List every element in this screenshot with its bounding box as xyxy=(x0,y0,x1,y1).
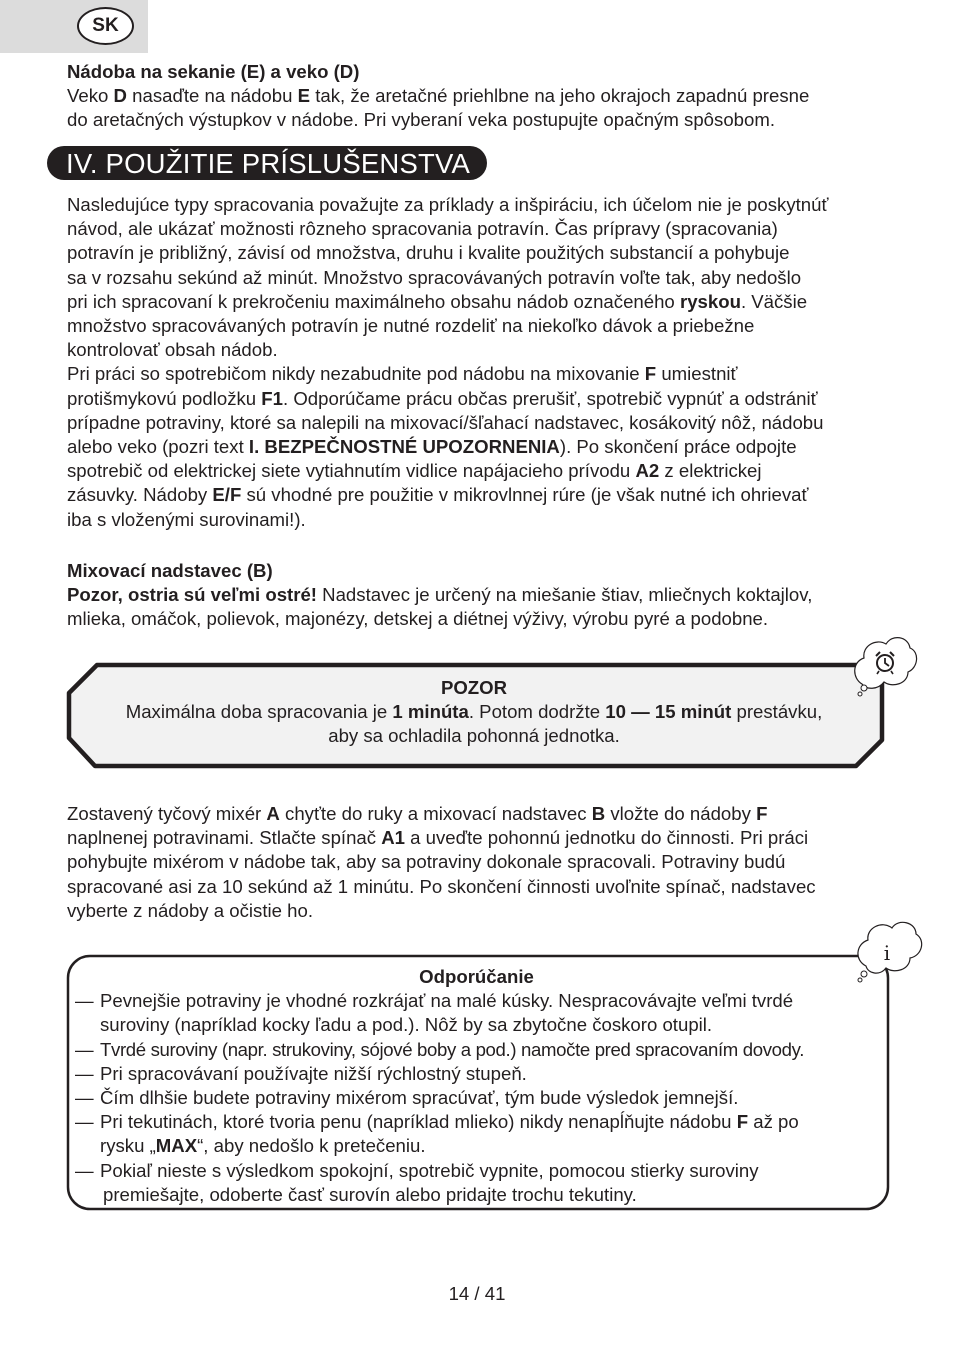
usage-line: pohybujte mixérom v nádobe tak, aby sa potraviny dokonale spracovali. Potraviny budú xyxy=(67,851,786,873)
body-line: spotrebič od elektrickej siete vytiahnutím vidlice napájacieho prívodu A2 z elektrickej xyxy=(67,460,762,482)
body-line: protišmykovú podložku F1. Odporúčame prácu občas prerušiť, spotrebič vypnúť a odstrániť xyxy=(67,387,818,409)
usage-section xyxy=(67,802,912,923)
intro-title: Nádoba na sekanie (E) a veko (D) xyxy=(67,61,360,82)
language-badge: SK xyxy=(77,7,134,45)
body-line: pri ich spracovaní k prekročeniu maximálneho obsahu nádob označeného ryskou. Väčšie xyxy=(67,290,808,312)
warning-title: POZOR xyxy=(440,677,508,698)
mixing-line-1: Pozor, ostria sú veľmi ostré! Nadstavec je určený na miešanie štiav, mliečnych koktajlov, xyxy=(67,584,813,606)
mixing-line-2: mlieka, omáčok, polievok, majonézy, detskej a diétnej výživy, výrobu pyré a podobne. xyxy=(67,608,769,630)
page-number: 14 / 41 xyxy=(448,1283,506,1304)
list-item: — Pevnejšie potraviny je vhodné rozkrájať na malé kúsky. Nespracovávajte veľmi tvrdé xyxy=(75,990,794,1012)
body-line: množstvo spracovávaných potravín je nutné rozdeliť na niekoľko dávok a priebežne xyxy=(67,315,755,337)
body-line: návod, ale ukázať možnosti rôzneho spracovania potravín. Čas prípravy (spracovania) xyxy=(67,218,778,240)
body-line: prípadne potraviny, ktoré sa nalepili na mixovací/šľahací nadstavec, kosákovitý nôž, nádobu xyxy=(67,411,824,433)
body-line: kontrolovať obsah nádob. xyxy=(67,339,278,361)
body-line: alebo veko (pozri text I. BEZPEČNOSTNÉ UPOZORNENIA). Po skončení práce odpojte xyxy=(67,436,797,458)
body-line: zásuvky. Nádoby E/F sú vhodné pre použitie v mikrovlnnej rúre (je však nutné ich ohrievať xyxy=(67,484,809,506)
intro-line-1: Veko D nasaďte na nádobu E tak, že aretačné priehlbne na jeho okrajoch zapadnú presne xyxy=(67,85,810,107)
warning-line-2: aby sa ochladila pohonná jednotka. xyxy=(328,725,620,747)
warning-line-1: Maximálna doba spracovania je 1 minúta. Potom dodržte 10 — 15 minút prestávku, xyxy=(125,701,823,723)
list-item-continuation: premiešajte, odoberte časť surovín alebo pridajte trochu tekutiny. xyxy=(103,1183,637,1205)
list-item: — Pri tekutinách, ktoré tvoria penu (napríklad mlieko) nikdy nenapĺňujte nádobu F až po xyxy=(75,1111,799,1133)
usage-line: spracované asi za 10 sekúnd až 1 minútu. Po skončení činnosti uvoľnite spínač, nadstavec xyxy=(67,875,816,897)
usage-line: naplnenej potravinami. Stlačte spínač A1 a uveďte pohonnú jednotku do činnosti. Pri práci xyxy=(67,827,809,849)
list-item: — Pokiaľ nieste s výsledkom spokojní, spotrebič vypnite, pomocou stierky suroviny xyxy=(75,1159,759,1181)
body-line: sa v rozsahu sekúnd až minút. Množstvo spracovávaných potravín voľte tak, aby nedošlo xyxy=(67,266,802,288)
recommendation-box xyxy=(75,965,890,1207)
body-line: potravín je približný, závisí od množstva, druhu i kvalite použitých substancií a pohybuje xyxy=(67,242,790,264)
list-item: — Pri spracovávaní používajte nižší rýchlostný stupeň. xyxy=(75,1062,527,1084)
list-item: — Čím dlhšie budete potraviny mixérom spracúvať, tým bude výsledok jemnejší. xyxy=(75,1087,739,1109)
mixing-title: Mixovací nadstavec (B) xyxy=(67,560,273,581)
list-item: — Tvrdé suroviny (napr. strukoviny, sójové boby a pod.) namočte pred spracovaním dovody. xyxy=(75,1038,805,1060)
usage-line: Zostavený tyčový mixér A chyťte do ruky a mixovací nadstavec B vložte do nádoby F xyxy=(67,803,768,824)
recommendation-title: Odporúčanie xyxy=(419,966,534,987)
intro-line-2: do aretačných výstupkov v nádobe. Pri vyberaní veka postupujte opačným spôsobom. xyxy=(67,109,775,131)
list-item-continuation: rysku „MAX“, aby nedošlo k pretečeniu. xyxy=(100,1135,426,1157)
warning-box xyxy=(67,676,881,749)
section-heading: IV. POUŽITIE PRÍSLUŠENSTVA xyxy=(47,146,487,180)
body-line: Pri práci so spotrebičom nikdy nezabudnite pod nádobu na mixovanie F umiestniť xyxy=(67,363,738,385)
list-item-continuation: suroviny (napríklad kocky ľadu a pod.). Nôž by sa zbytočne čoskoro otupil. xyxy=(100,1014,713,1036)
info-icon-glyph: i xyxy=(883,941,891,965)
body-line: iba s vloženými surovinami!). xyxy=(67,508,306,530)
usage-line: vyberte z nádoby a očistie ho. xyxy=(67,899,313,921)
body-line: Nasledujúce typy spracovania považujte za príklady a inšpiráciu, ich účelom nie je poskytnúť xyxy=(67,194,829,215)
